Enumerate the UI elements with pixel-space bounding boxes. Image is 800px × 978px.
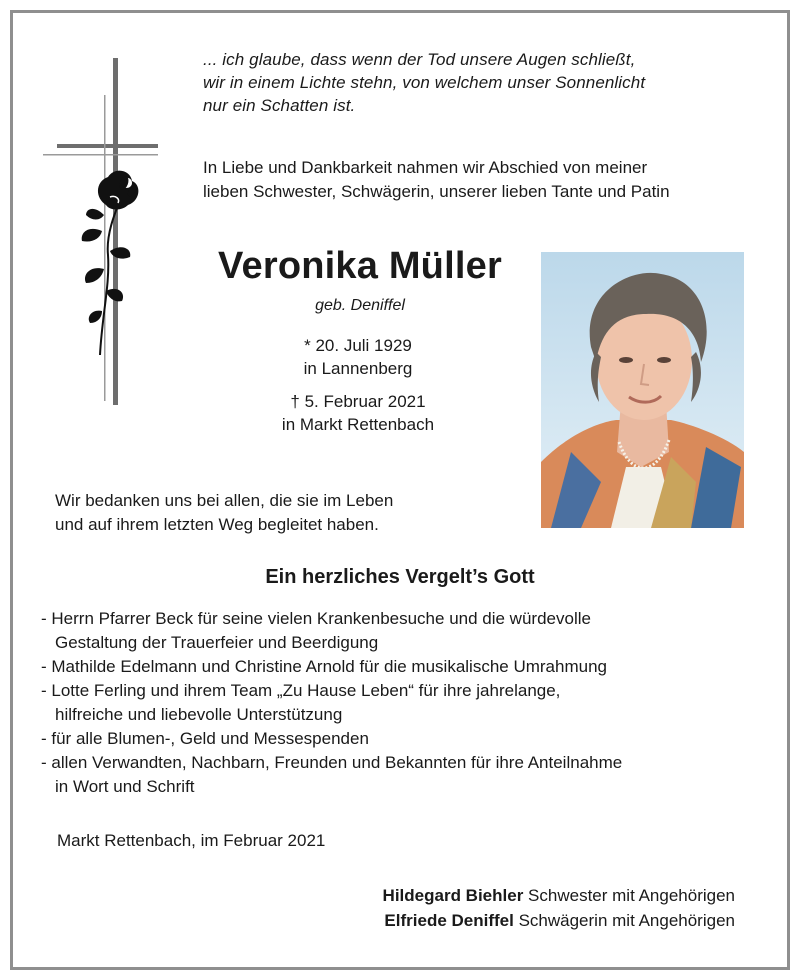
list-item-continuation: Gestaltung der Trauerfeier und Beerdigung — [55, 633, 379, 652]
signature-relation: Schwester mit Angehörigen — [528, 886, 735, 905]
list-item: - für alle Blumen-, Geld und Messespenden — [41, 729, 369, 748]
list-item: - allen Verwandten, Nachbarn, Freunden und Bekannten für ihre Anteilnahme — [41, 753, 623, 772]
life-dates — [208, 334, 508, 436]
thanks-text — [55, 489, 393, 537]
list-item-continuation: hilfreiche und liebevolle Unterstützung — [55, 705, 343, 724]
quote-line: nur ein Schatten ist. — [203, 96, 356, 115]
quote-line: ... ich glaube, dass wenn der Tod unsere Augen schließt, — [203, 50, 636, 69]
list-item: - Lotte Ferling und ihrem Team „Zu Hause Leben“ für ihre jahrelange, — [41, 681, 561, 700]
list-item: - Herrn Pfarrer Beck für seine vielen Krankenbesuche und die würdevolle — [41, 609, 591, 628]
signature-line — [383, 883, 735, 908]
signature-line — [383, 908, 735, 933]
death-place: in Markt Rettenbach — [281, 415, 435, 434]
quote — [203, 48, 645, 117]
vergelts-gott-heading: Ein herzliches Vergelt’s Gott — [265, 566, 535, 588]
signatures — [383, 883, 735, 933]
death-date: † 5. Februar 2021 — [290, 392, 426, 411]
maiden-name: geb. Deniffel — [315, 297, 405, 314]
signature-name: Hildegard Biehler — [382, 886, 524, 905]
intro-line: lieben Schwester, Schwägerin, unserer lieben Tante und Patin — [203, 182, 670, 201]
signature-name: Elfriede Deniffel — [384, 911, 514, 930]
deceased-name: Veronika Müller — [218, 245, 502, 287]
cross-with-rose-icon — [40, 55, 180, 405]
intro-line: In Liebe und Dankbarkeit nahmen wir Abschied von meiner — [203, 158, 648, 177]
quote-line: wir in einem Lichte stehn, von welchem unser Sonnenlicht — [203, 73, 646, 92]
list-item-continuation: in Wort und Schrift — [55, 777, 195, 796]
list-item: - Mathilde Edelmann und Christine Arnold für die musikalische Umrahmung — [41, 657, 607, 676]
thanks-line: Wir bedanken uns bei allen, die sie im Leben — [55, 491, 394, 510]
intro-text — [203, 156, 670, 204]
thanks-line: und auf ihrem letzten Weg begleitet haben. — [55, 515, 379, 534]
signature-relation: Schwägerin mit Angehörigen — [518, 911, 735, 930]
birth-date: * 20. Juli 1929 — [304, 336, 412, 355]
birth-place: in Lannenberg — [303, 359, 413, 378]
thanks-list — [41, 607, 622, 799]
portrait-photo — [541, 252, 744, 528]
place-date: Markt Rettenbach, im Februar 2021 — [57, 831, 326, 850]
